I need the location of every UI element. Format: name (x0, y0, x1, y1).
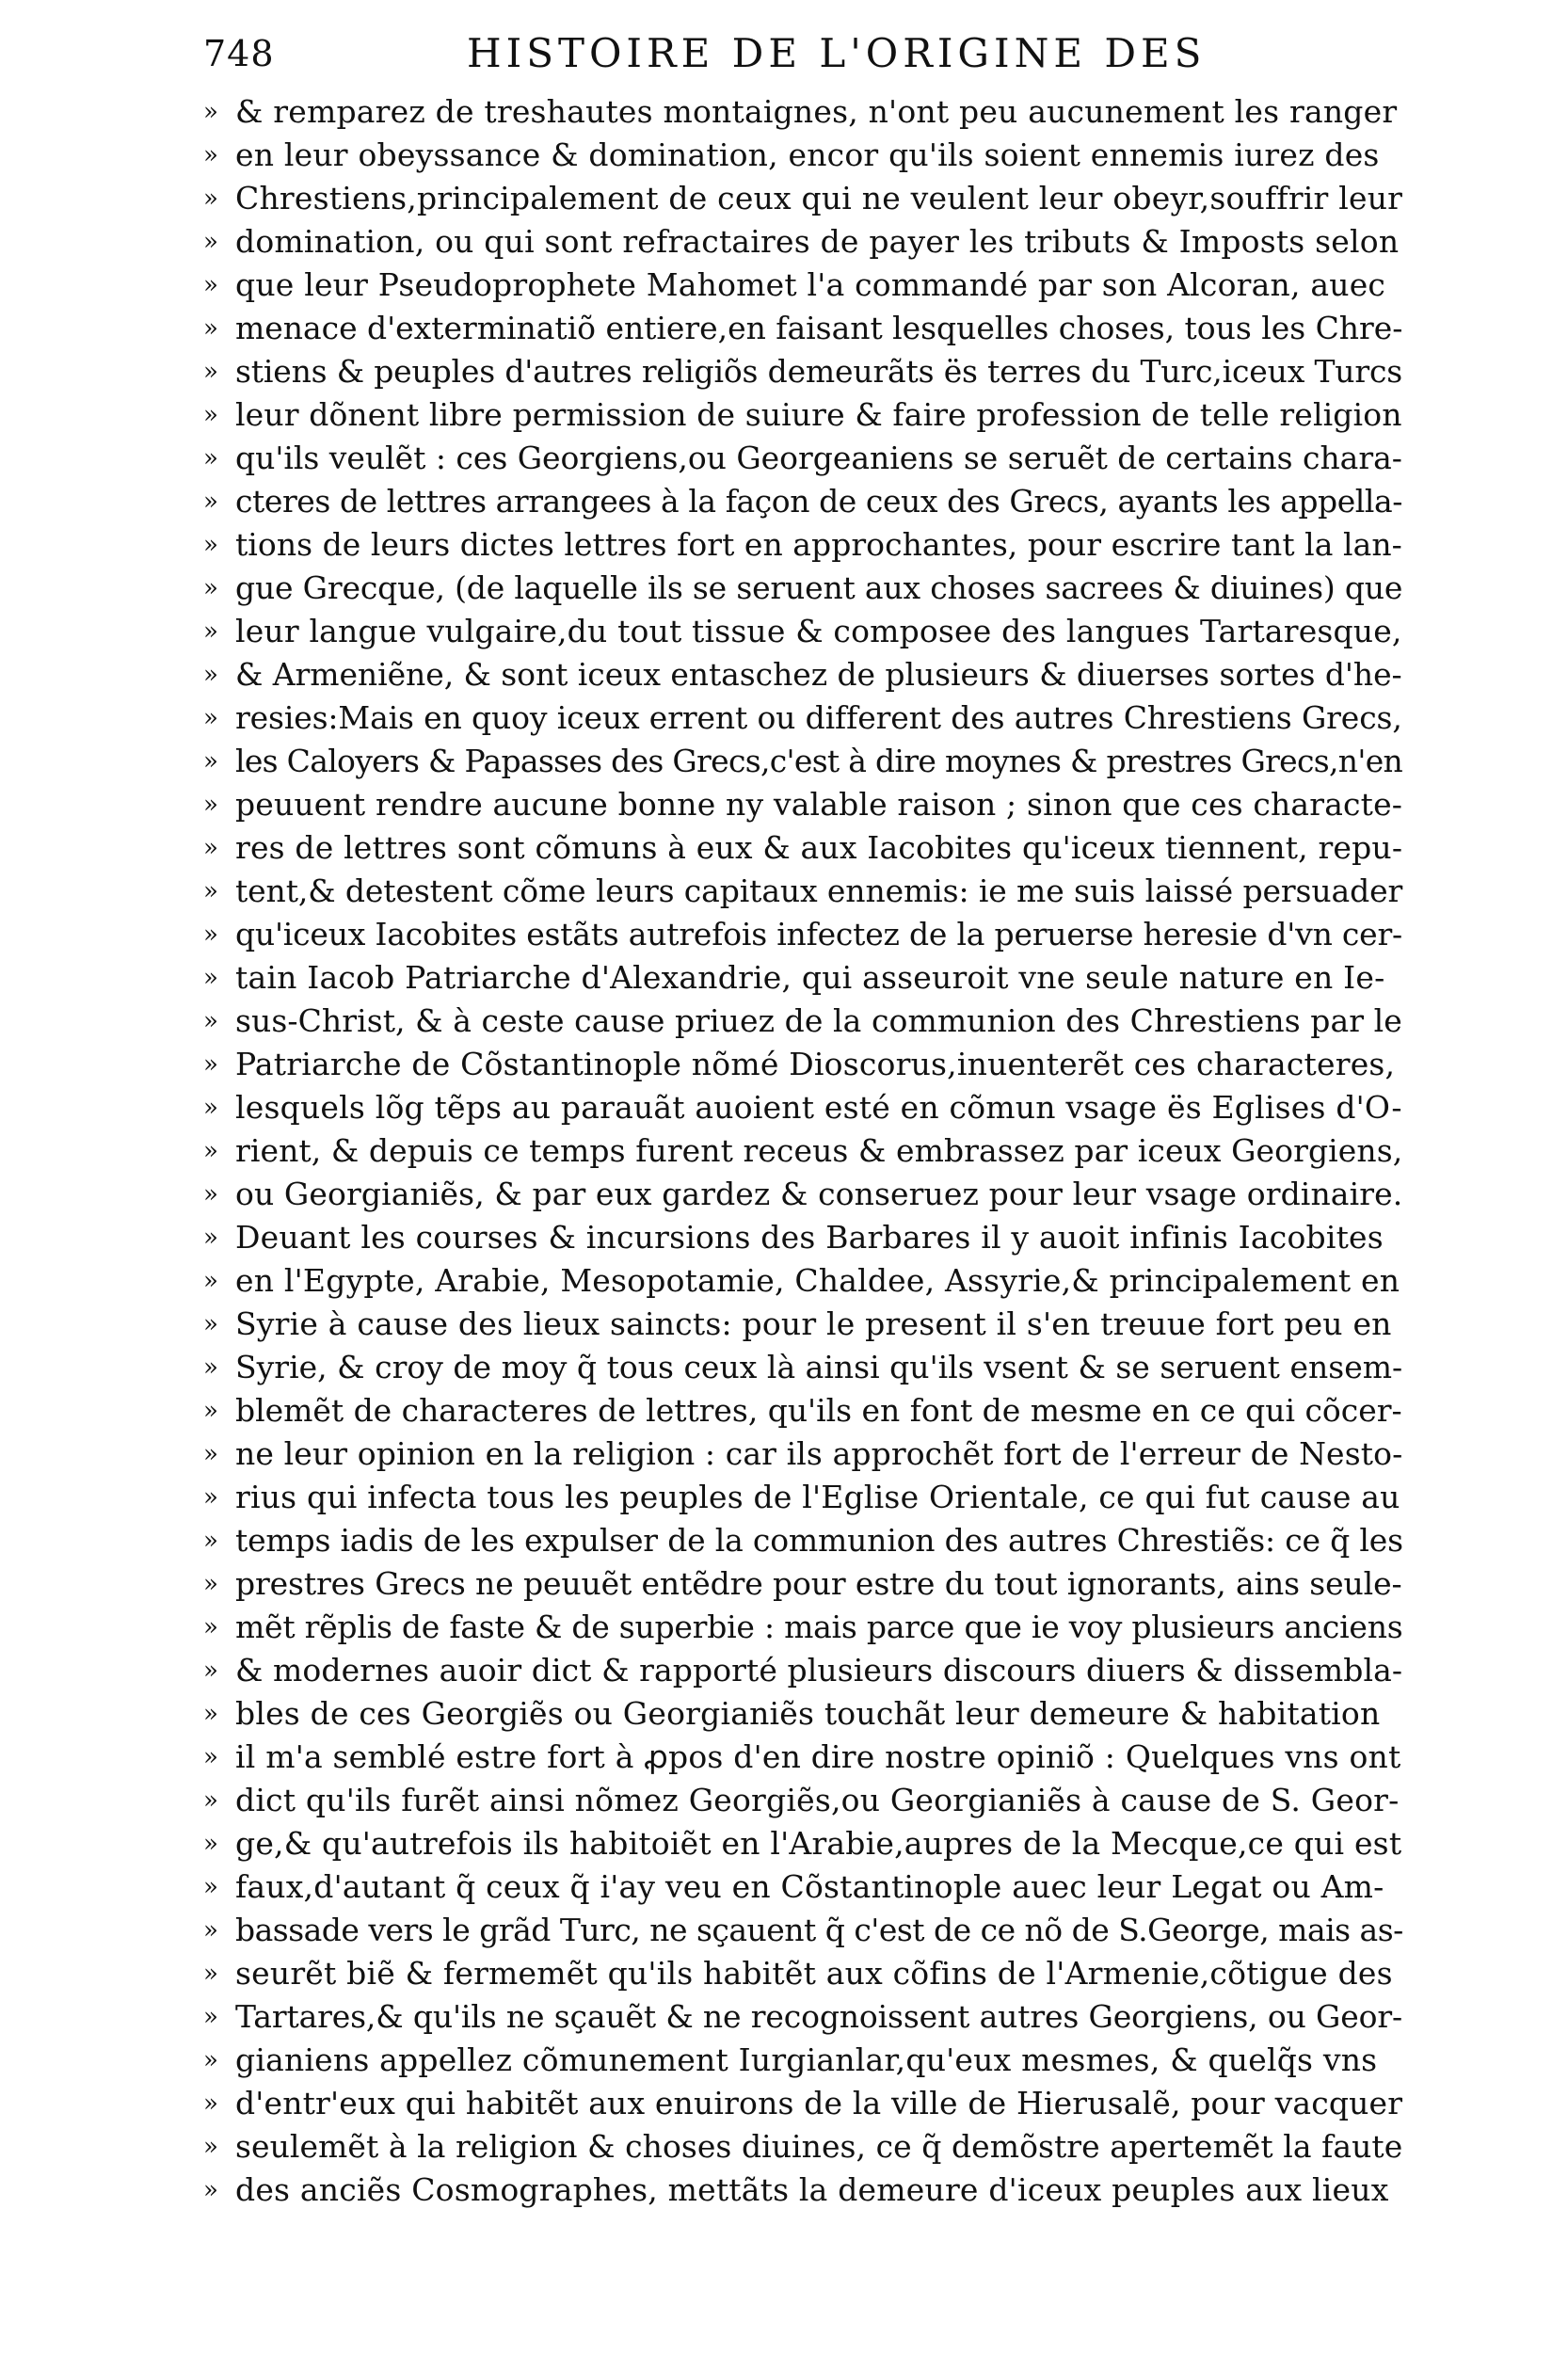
text-line (203, 696, 1427, 740)
quotation-mark: » (203, 1960, 218, 1988)
text-line (203, 134, 1427, 177)
line-text: lesquels lõg tẽps au parauãt auoient esté en cõmun vsage ës Eglises d'O- (235, 1089, 1402, 1126)
text-line (203, 1216, 1427, 1259)
quotation-mark: » (203, 1397, 218, 1425)
line-text: qu'ils veulẽt : ces Georgiens,ou Georgeaniens se seruẽt de certains chara- (235, 440, 1402, 476)
quotation-mark: » (203, 1440, 218, 1468)
text-line (203, 1129, 1427, 1173)
text-line (203, 90, 1427, 134)
quotation-mark: » (203, 1353, 218, 1382)
quotation-mark: » (203, 2046, 218, 2074)
quotation-mark: » (203, 617, 218, 646)
text-line (203, 783, 1427, 826)
quotation-mark: » (203, 1007, 218, 1035)
text-line (203, 956, 1427, 1000)
page-header (203, 26, 1239, 81)
line-text: ou Georgianiẽs, & par eux gardez & conseruez pour leur vsage ordinaire. (235, 1176, 1403, 1212)
text-line (203, 913, 1427, 956)
quotation-mark: » (203, 444, 218, 472)
quotation-mark: » (203, 1786, 218, 1815)
quotation-mark: » (203, 1743, 218, 1771)
text-line (203, 437, 1427, 480)
quotation-mark: » (203, 1916, 218, 1945)
line-text: gue Grecque, (de laquelle ils se seruent aux choses sacrees & diuines) que (235, 569, 1403, 606)
text-line (203, 1346, 1427, 1389)
quotation-mark: » (203, 1224, 218, 1252)
line-text: domination, ou qui sont refractaires de payer les tributs & Imposts selon (235, 223, 1400, 260)
text-line (203, 1043, 1427, 1086)
quotation-mark: » (203, 1700, 218, 1728)
quotation-mark: » (203, 1657, 218, 1685)
line-text: tions de leurs dictes lettres fort en approchantes, pour escrire tant la lan- (235, 526, 1402, 563)
line-text: leur dõnent libre permission de suiure & faire profession de telle religion (235, 396, 1402, 433)
line-text: bles de ces Georgiẽs ou Georgianiẽs touchãt leur demeure & habitation (235, 1695, 1381, 1732)
text-line (203, 826, 1427, 870)
line-text: seurẽt biẽ & fermemẽt qu'ils habitẽt aux cõfins de l'Armenie,cõtigue des (235, 1955, 1393, 1992)
quotation-mark: » (203, 271, 218, 299)
line-text: sus-Christ, & à ceste cause priuez de la communion des Chrestiens par le (235, 1002, 1402, 1039)
line-text: les Caloyers & Papasses des Grecs,c'est à dire moynes & prestres Grecs,n'en (235, 743, 1403, 779)
quotation-mark: » (203, 791, 218, 819)
text-line (203, 1000, 1427, 1043)
line-text: d'entr'eux qui habitẽt aux enuirons de la ville de Hierusalẽ, pour vacquer (235, 2085, 1403, 2121)
quotation-mark: » (203, 98, 218, 126)
text-line (203, 2039, 1427, 2082)
text-line (203, 1822, 1427, 1865)
line-text: & Armeniẽne, & sont iceux entaschez de plusieurs & diuerses sortes d'he- (235, 656, 1402, 693)
quotation-mark: » (203, 184, 218, 213)
quotation-mark: » (203, 920, 218, 949)
text-line (203, 740, 1427, 783)
text-line (203, 523, 1427, 567)
quotation-mark: » (203, 1267, 218, 1295)
line-text: Syrie à cause des lieux saincts: pour le present il s'en treuue fort peu en (235, 1305, 1392, 1342)
line-text: tent,& detestent cõme leurs capitaux ennemis: ie me suis laissé persuader (235, 872, 1403, 909)
body-text (203, 90, 1427, 2212)
text-line (203, 653, 1427, 696)
text-line (203, 870, 1427, 913)
quotation-mark: » (203, 2089, 218, 2118)
quotation-mark: » (203, 531, 218, 559)
text-line (203, 610, 1427, 653)
line-text: ne leur opinion en la religion : car ils approchẽt fort de l'erreur de Nesto- (235, 1435, 1403, 1472)
line-text: faux,d'autant q̃ ceux q̃ i'ay veu en Cõstantinople auec leur Legat ou Am- (235, 1868, 1384, 1905)
line-text: & remparez de treshautes montaignes, n'ont peu aucunement les ranger (235, 93, 1398, 130)
line-text: & modernes auoir dict & rapporté plusieurs discours diuers & dissembla- (235, 1652, 1403, 1689)
quotation-mark: » (203, 2133, 218, 2161)
text-line (203, 1562, 1427, 1606)
line-text: dict qu'ils furẽt ainsi nõmez Georgiẽs,ou Georgianiẽs à cause de S. Geor- (235, 1782, 1400, 1818)
line-text: stiens & peuples d'autres religiõs demeurãts ës terres du Turc,iceux Turcs (235, 353, 1403, 390)
text-line (203, 1173, 1427, 1216)
quotation-mark: » (203, 747, 218, 776)
quotation-mark: » (203, 141, 218, 169)
text-line (203, 1303, 1427, 1346)
line-text: que leur Pseudoprophete Mahomet l'a commandé par son Alcoran, auec (235, 266, 1386, 303)
line-text: temps iadis de les expulser de la communion des autres Chrestiẽs: ce q̃ les (235, 1522, 1403, 1559)
quotation-mark: » (203, 2176, 218, 2204)
text-line (203, 1476, 1427, 1519)
line-text: res de lettres sont cõmuns à eux & aux Iacobites qu'iceux tiennent, repu- (235, 829, 1403, 866)
text-line (203, 1519, 1427, 1562)
quotation-mark: » (203, 661, 218, 689)
quotation-mark: » (203, 1830, 218, 1858)
text-line (203, 1779, 1427, 1822)
text-line (203, 1865, 1427, 1909)
text-line (203, 567, 1427, 610)
quotation-mark: » (203, 228, 218, 256)
line-text: mẽt rẽplis de faste & de superbie : mais parce que ie voy plusieurs anciens (235, 1609, 1403, 1645)
line-text: Tartares,& qu'ils ne sçauẽt & ne recognoissent autres Georgiens, ou Geor- (235, 1998, 1403, 2035)
line-text: resies:Mais en quoy iceux errent ou different des autres Chrestiens Grecs, (235, 699, 1402, 736)
text-line (203, 1952, 1427, 1995)
quotation-mark: » (203, 574, 218, 602)
quotation-mark: » (203, 877, 218, 905)
line-text: en leur obeyssance & domination, encor qu'ils soient ennemis iurez des (235, 136, 1380, 173)
line-text: peuuent rendre aucune bonne ny valable raison ; sinon que ces characte- (235, 786, 1403, 823)
line-text: blemẽt de characteres de lettres, qu'ils en font de mesme en ce qui cõcer- (235, 1392, 1402, 1429)
quotation-mark: » (203, 1180, 218, 1209)
line-text: bassade vers le grãd Turc, ne sçauent q̃ c'est de ce nõ de S.George, mais as- (235, 1912, 1403, 1948)
text-line (203, 1389, 1427, 1433)
line-text: Syrie, & croy de moy q̃ tous ceux là ainsi qu'ils vsent & se seruent ensem- (235, 1349, 1403, 1385)
line-text: rient, & depuis ce temps furent receus & embrassez par iceux Georgiens, (235, 1132, 1403, 1169)
line-text: leur langue vulgaire,du tout tissue & composee des langues Tartaresque, (235, 613, 1402, 649)
text-line (203, 1086, 1427, 1129)
quotation-mark: » (203, 1310, 218, 1338)
line-text: Deuant les courses & incursions des Barbares il y auoit infinis Iacobites (235, 1219, 1384, 1256)
line-text: ge,& qu'autrefois ils habitoiẽt en l'Arabie,aupres de la Mecque,ce qui est (235, 1825, 1402, 1862)
line-text: seulemẽt à la religion & choses diuines, ce q̃ demõstre apertemẽt la faute (235, 2128, 1403, 2165)
text-line (203, 264, 1427, 307)
quotation-mark: » (203, 1483, 218, 1512)
text-line (203, 307, 1427, 350)
quotation-mark: » (203, 704, 218, 732)
line-text: rius qui infecta tous les peuples de l'Eglise Orientale, ce qui fut cause au (235, 1479, 1400, 1515)
quotation-mark: » (203, 1570, 218, 1598)
line-text: tain Iacob Patriarche d'Alexandrie, qui asseuroit vne seule nature en Ie- (235, 959, 1385, 996)
text-line (203, 2125, 1427, 2169)
page-number: 748 (203, 33, 275, 74)
text-line (203, 1606, 1427, 1649)
quotation-mark: » (203, 1613, 218, 1641)
quotation-mark: » (203, 488, 218, 516)
running-title: HISTOIRE DE L'ORIGINE DES (467, 30, 1207, 76)
line-text: il m'a semblé estre fort à ꝓpos d'en dire nostre opiniõ : Quelques vns ont (235, 1738, 1401, 1775)
text-line (203, 350, 1427, 393)
quotation-mark: » (203, 1094, 218, 1122)
quotation-mark: » (203, 358, 218, 386)
line-text: Chrestiens,principalement de ceux qui ne veulent leur obeyr,souffrir leur (235, 180, 1403, 216)
text-line (203, 1909, 1427, 1952)
text-line (203, 480, 1427, 523)
text-line (203, 2082, 1427, 2125)
line-text: cteres de lettres arrangees à la façon de ceux des Grecs, ayants les appella- (235, 483, 1402, 520)
quotation-mark: » (203, 834, 218, 862)
text-line (203, 393, 1427, 437)
quotation-mark: » (203, 1137, 218, 1165)
text-line (203, 177, 1427, 220)
text-line (203, 1692, 1427, 1736)
quotation-mark: » (203, 401, 218, 429)
line-text: menace d'exterminatiõ entiere,en faisant lesquelles choses, tous les Chre- (235, 310, 1403, 346)
quotation-mark: » (203, 314, 218, 343)
text-line (203, 1736, 1427, 1779)
quotation-mark: » (203, 2003, 218, 2031)
line-text: Patriarche de Cõstantinople nõmé Dioscorus,inuenterẽt ces characteres, (235, 1046, 1396, 1082)
line-text: gianiens appellez cõmunement Iurgianlar,qu'eux mesmes, & quelq̃s vns (235, 2041, 1378, 2078)
text-line (203, 1995, 1427, 2039)
quotation-mark: » (203, 964, 218, 992)
quotation-mark: » (203, 1873, 218, 1901)
line-text: des anciẽs Cosmographes, mettãts la demeure d'iceux peuples aux lieux (235, 2171, 1389, 2208)
line-text: en l'Egypte, Arabie, Mesopotamie, Chaldee, Assyrie,& principalement en (235, 1262, 1400, 1299)
text-line (203, 2169, 1427, 2212)
text-line (203, 220, 1427, 264)
text-line (203, 1649, 1427, 1692)
quotation-mark: » (203, 1050, 218, 1079)
text-line (203, 1259, 1427, 1303)
text-line (203, 1433, 1427, 1476)
quotation-mark: » (203, 1527, 218, 1555)
line-text: prestres Grecs ne peuuẽt entẽdre pour estre du tout ignorants, ains seule- (235, 1565, 1402, 1602)
line-text: qu'iceux Iacobites estãts autrefois infectez de la peruerse heresie d'vn cer- (235, 916, 1402, 952)
